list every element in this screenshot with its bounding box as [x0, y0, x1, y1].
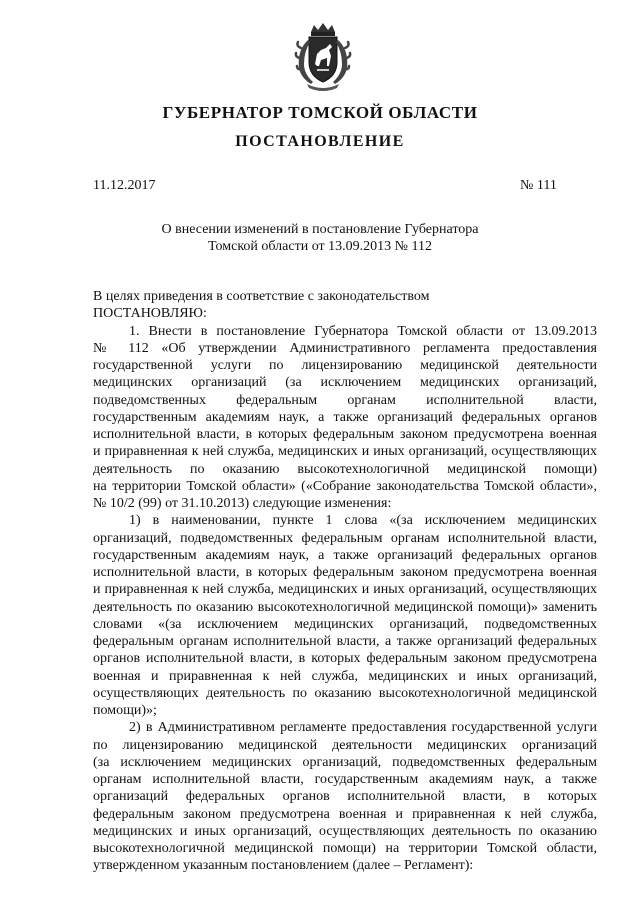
body-line: 1) в наименовании, пункте 1 слова «(за исключением медицинских: [129, 513, 597, 529]
body-line: № 10/2 (99) от 31.10.2013) следующие изменения:: [93, 496, 392, 511]
document-body: [93, 288, 597, 875]
body-line: № 112 «Об утверждении Административного регламента предоставления: [93, 340, 597, 356]
body-line: организаций федеральных органов исполнительной власти, в которых: [93, 789, 597, 805]
body-line: высокотехнологичной медицинской помощи) на территории Томской области,: [93, 841, 597, 856]
body-line: государственным академиям наук, а также организаций федеральных органов: [93, 547, 597, 563]
body-line: исполнительной власти, в которых федеральным законом предусмотрена военная: [93, 565, 597, 580]
document-type: ПОСТАНОВЛЕНИЕ: [235, 133, 405, 150]
subject-line: Томской области от 13.09.2013 № 112: [208, 239, 432, 254]
body-line: органов исполнительной власти, в которых федеральным законом предусмотрена: [93, 651, 597, 667]
body-line: медицинских организаций (за исключением медицинских организаций,: [93, 375, 597, 391]
body-line: органам исполнительной власти, государственным академиям наук, а также: [93, 772, 597, 787]
body-line: медицинских и иных организаций, осуществляющих деятельность по оказанию: [93, 823, 597, 839]
coat-of-arms-emblem: [293, 22, 353, 92]
body-line: 1. Внести в постановление Губернатора Томской области от 13.09.2013: [129, 323, 597, 339]
body-line: 2) в Административном регламенте предоставления государственной услуги: [129, 720, 597, 736]
body-line: федеральным органам исполнительной власти, а также организаций федеральных: [93, 634, 597, 649]
body-line: утвержденном указанным постановлением (далее – Регламент):: [93, 858, 474, 874]
body-line: подведомственных федеральным органам исполнительной власти,: [93, 392, 597, 408]
body-line: федеральным законом предусмотрена военная и приравненная к ней служба,: [93, 806, 597, 822]
issuer-title: ГУБЕРНАТОР ТОМСКОЙ ОБЛАСТИ: [162, 103, 478, 122]
body-line: словами «(за исключением медицинских организаций, подведомственных: [93, 616, 597, 632]
body-line: деятельность по оказанию высокотехнологичной медицинской помощи): [93, 461, 597, 477]
body-line: организаций, подведомственных федеральным органам исполнительной власти,: [93, 530, 597, 546]
document-number: № 111: [520, 178, 557, 193]
subject-line: О внесении изменений в постановление Губернатора: [161, 222, 479, 237]
document-subject: [0, 221, 640, 255]
body-line: государственным академиям наук, а также организаций федеральных органов: [93, 409, 597, 425]
body-line: исполнительной власти, в которых федеральным законом предусмотрена военная: [93, 427, 597, 442]
body-line: осуществляющих деятельность по оказанию высокотехнологичной медицинской: [93, 685, 597, 701]
document-date: 11.12.2017: [93, 178, 156, 193]
body-line: деятельность по оказанию высокотехнологичной медицинской помощи)» заменить: [93, 599, 597, 615]
body-line: и приравненная к ней служба, медицинских и иных организаций, осуществляющих: [93, 444, 597, 460]
body-line: (за исключением медицинских организаций, подведомственных федеральным: [93, 754, 597, 770]
body-line: В целях приведения в соответствие с законодательством: [93, 289, 430, 304]
body-line: ПОСТАНОВЛЯЮ:: [93, 306, 207, 322]
body-line: и приравненная к ней служба, медицинских и иных организаций, осуществляющих: [93, 582, 597, 598]
body-line: помощи)»;: [93, 703, 157, 718]
coat-of-arms-icon: [293, 22, 353, 92]
body-line: на территории Томской области» («Собрание законодательства Томской области»,: [93, 478, 597, 494]
body-line: военная и приравненная к ней служба, медицинских и иных организаций,: [93, 668, 597, 684]
body-line: по лицензированию медицинской деятельности медицинских организаций: [93, 737, 597, 753]
body-line: государственной услуги по лицензированию медицинской деятельности: [93, 358, 597, 373]
